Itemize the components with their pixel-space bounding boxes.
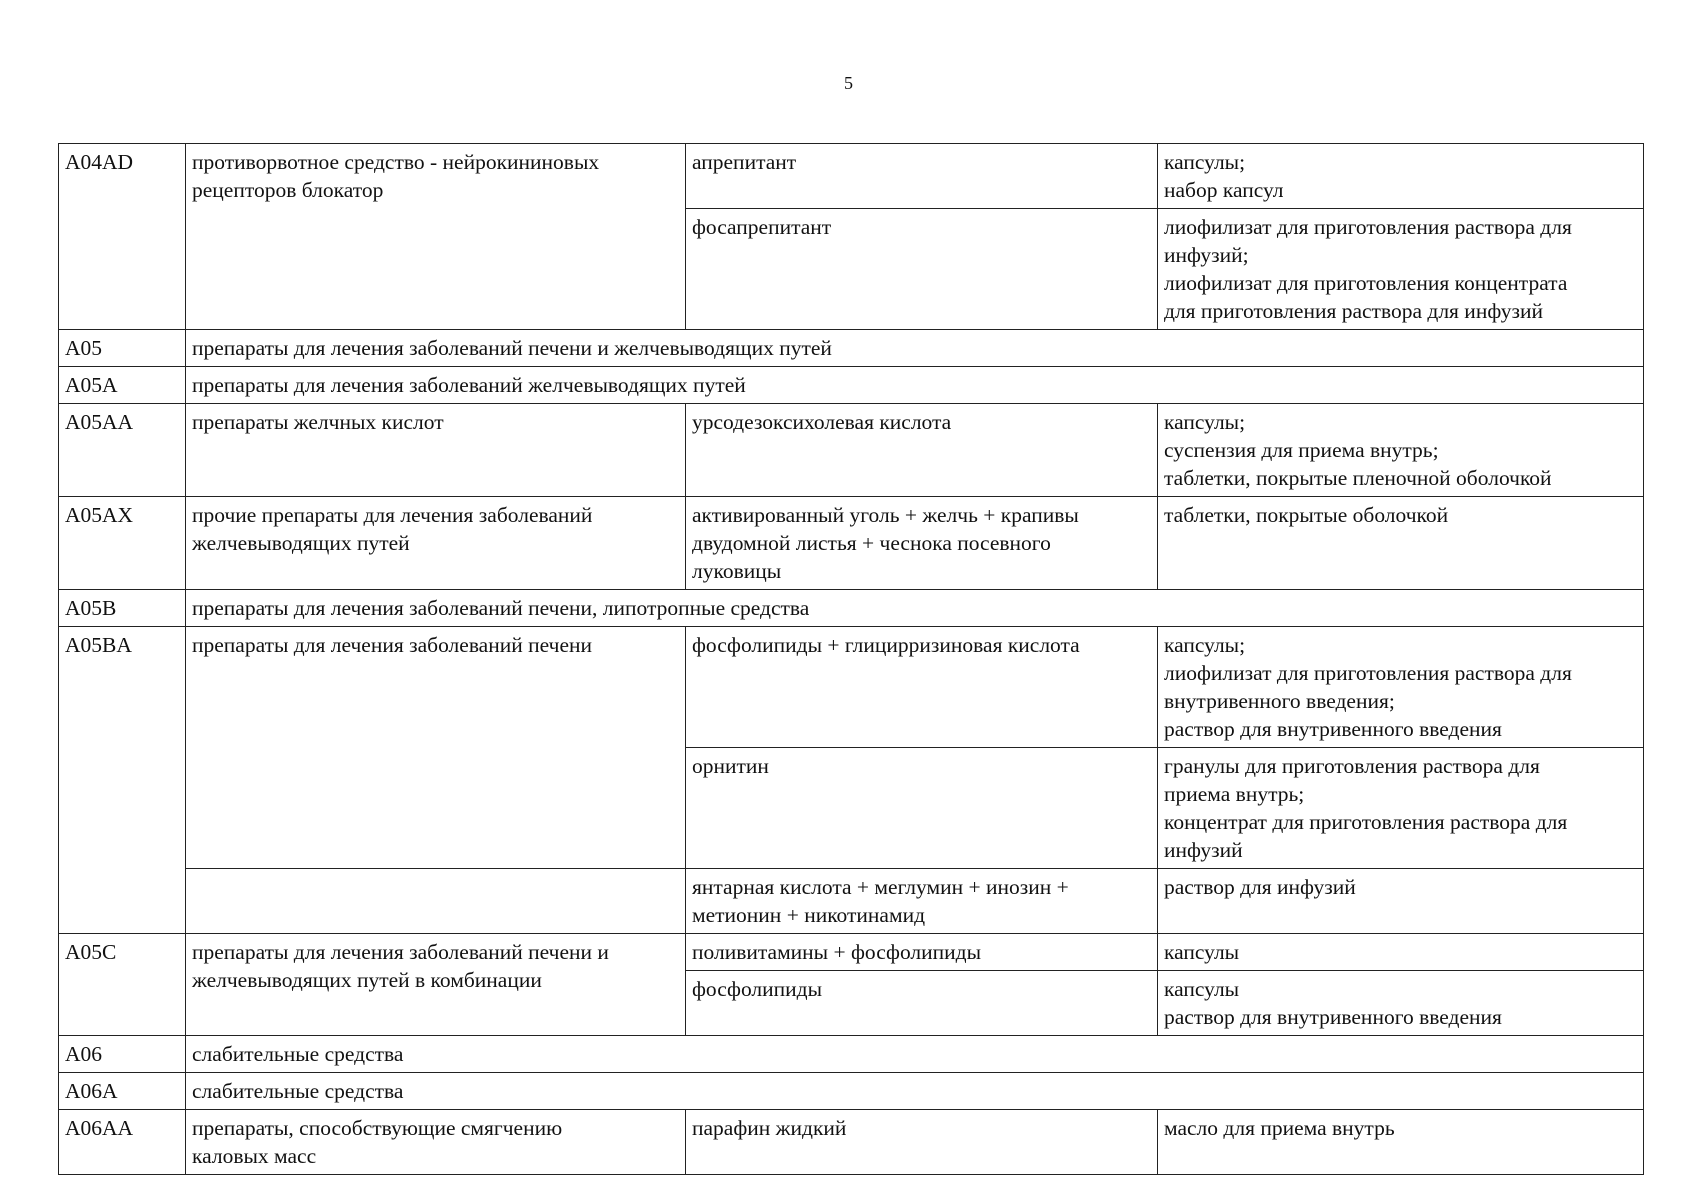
table-row xyxy=(59,934,1644,971)
dosage-form-cell: капсулы раствор для внутривенного введения xyxy=(1158,971,1644,1036)
table-row xyxy=(59,404,1644,497)
table-row xyxy=(59,367,1644,404)
group-cell: препараты для лечения заболеваний печени и желчевыводящих путей xyxy=(186,330,1644,367)
group-cell: препараты для лечения заболеваний печени, липотропные средства xyxy=(186,590,1644,627)
atc-code-cell: A05 xyxy=(59,330,186,367)
dosage-form-cell: капсулы; лиофилизат для приготовления раствора для внутривенного введения; раствор для внутривенного введения xyxy=(1158,627,1644,748)
group-cell xyxy=(186,869,686,934)
drug-name-cell: фосапрепитант xyxy=(686,209,1158,330)
group-cell: препараты желчных кислот xyxy=(186,404,686,497)
group-cell: препараты для лечения заболеваний печени и желчевыводящих путей в комбинации xyxy=(186,934,686,1036)
drug-classification-table xyxy=(58,143,1644,1175)
table-row xyxy=(59,330,1644,367)
drug-name-cell: фосфолипиды + глицирризиновая кислота xyxy=(686,627,1158,748)
atc-code-cell: A05AX xyxy=(59,497,186,590)
drug-name-cell: фосфолипиды xyxy=(686,971,1158,1036)
table-row xyxy=(59,627,1644,748)
atc-code-cell: A05BA xyxy=(59,627,186,934)
atc-code-cell: A06AA xyxy=(59,1110,186,1175)
atc-code-cell: A04AD xyxy=(59,144,186,330)
drug-name-cell: поливитамины + фосфолипиды xyxy=(686,934,1158,971)
atc-code-cell: A05A xyxy=(59,367,186,404)
drug-name-cell: янтарная кислота + меглумин + инозин + метионин + никотинамид xyxy=(686,869,1158,934)
table-row xyxy=(59,144,1644,209)
atc-code-cell: A06 xyxy=(59,1036,186,1073)
atc-code-cell: A05B xyxy=(59,590,186,627)
table-row xyxy=(59,1073,1644,1110)
group-cell: препараты для лечения заболеваний печени xyxy=(186,627,686,869)
table-row xyxy=(59,869,1644,934)
dosage-form-cell: лиофилизат для приготовления раствора для инфузий; лиофилизат для приготовления концентрата для приготовления раствора для инфузий xyxy=(1158,209,1644,330)
drug-name-cell: активированный уголь + желчь + крапивы двудомной листья + чеснока посевного луковицы xyxy=(686,497,1158,590)
dosage-form-cell: капсулы xyxy=(1158,934,1644,971)
dosage-form-cell: раствор для инфузий xyxy=(1158,869,1644,934)
group-cell: прочие препараты для лечения заболеваний желчевыводящих путей xyxy=(186,497,686,590)
group-cell: противорвотное средство - нейрокининовых рецепторов блокатор xyxy=(186,144,686,330)
atc-code-cell: A05C xyxy=(59,934,186,1036)
table-row xyxy=(59,590,1644,627)
drug-name-cell: парафин жидкий xyxy=(686,1110,1158,1175)
dosage-form-cell: масло для приема внутрь xyxy=(1158,1110,1644,1175)
drug-name-cell: урсодезоксихолевая кислота xyxy=(686,404,1158,497)
drug-name-cell: орнитин xyxy=(686,748,1158,869)
table-row xyxy=(59,1036,1644,1073)
table-row xyxy=(59,1110,1644,1175)
atc-code-cell: A05AA xyxy=(59,404,186,497)
page-number: 5 xyxy=(844,73,853,93)
dosage-form-cell: капсулы; суспензия для приема внутрь; таблетки, покрытые пленочной оболочкой xyxy=(1158,404,1644,497)
group-cell: препараты для лечения заболеваний желчевыводящих путей xyxy=(186,367,1644,404)
dosage-form-cell: гранулы для приготовления раствора для приема внутрь; концентрат для приготовления раствора для инфузий xyxy=(1158,748,1644,869)
table-row xyxy=(59,497,1644,590)
group-cell: слабительные средства xyxy=(186,1073,1644,1110)
dosage-form-cell: капсулы; набор капсул xyxy=(1158,144,1644,209)
group-cell: слабительные средства xyxy=(186,1036,1644,1073)
dosage-form-cell: таблетки, покрытые оболочкой xyxy=(1158,497,1644,590)
drug-name-cell: апрепитант xyxy=(686,144,1158,209)
group-cell: препараты, способствующие смягчению каловых масс xyxy=(186,1110,686,1175)
atc-code-cell: A06A xyxy=(59,1073,186,1110)
